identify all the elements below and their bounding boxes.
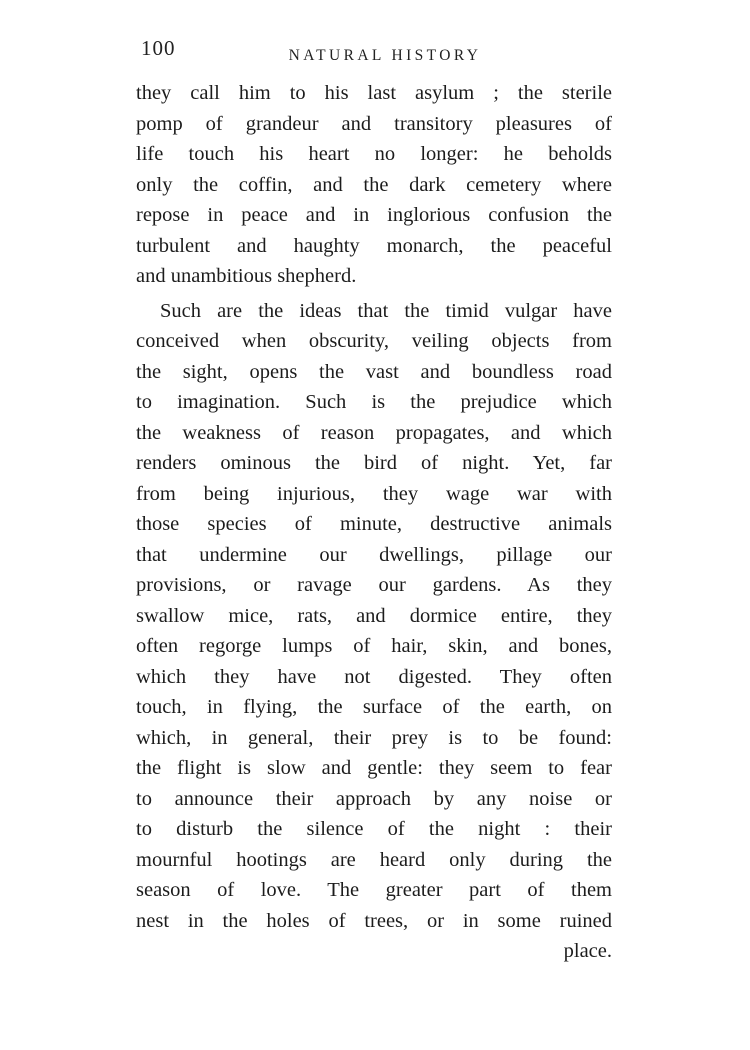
text-line: Such are the ideas that the timid vulgar have [160,299,612,322]
text-line: which, in general, their prey is to be found: [136,726,612,749]
text-line: pomp of grandeur and transitory pleasures of [136,112,612,135]
text-line: that undermine our dwellings, pillage our [136,543,612,566]
body-text [136,78,612,967]
text-line: to disturb the silence of the night : their [136,818,612,840]
text-line: place. [563,940,612,962]
text-line: and unambitious shepherd. [136,265,357,287]
text-line: renders ominous the bird of night. Yet, far [136,452,612,474]
text-line: which they have not digested. They often [136,665,612,688]
text-line: the sight, opens the vast and boundless road [136,360,612,383]
text-line: to imagination. Such is the prejudice which [136,391,612,413]
text-line: often regorge lumps of hair, skin, and bones, [136,635,612,657]
running-title: NATURAL HISTORY [288,47,482,64]
page-number: 100 [141,36,176,60]
text-line: life touch his heart no longer: he beholds [136,143,612,165]
text-line: they call him to his last asylum ; the sterile [136,82,612,104]
text-line: to announce their approach by any noise or [136,787,612,810]
text-line: the weakness of reason propagates, and which [136,421,612,444]
text-line: provisions, or ravage our gardens. As they [136,574,612,596]
text-line: swallow mice, rats, and dormice entire, they [136,604,612,627]
text-line: turbulent and haughty monarch, the peaceful [136,234,612,257]
paragraph-2 [136,296,612,967]
text-line: touch, in flying, the surface of the earth, on [136,696,612,718]
text-line: season of love. The greater part of them [136,879,612,901]
text-line: only the coffin, and the dark cemetery where [136,173,612,196]
text-line: repose in peace and in inglorious confusion the [136,204,612,226]
text-line: the flight is slow and gentle: they seem to fear [136,757,612,779]
text-line: from being injurious, they wage war with [136,482,612,505]
paragraph-1 [136,78,612,292]
text-line: those species of minute, destructive animals [136,513,612,535]
text-line: mournful hootings are heard only during the [136,848,612,871]
text-line: conceived when obscurity, veiling objects from [136,330,612,352]
text-line: nest in the holes of trees, or in some ruined [136,909,612,932]
